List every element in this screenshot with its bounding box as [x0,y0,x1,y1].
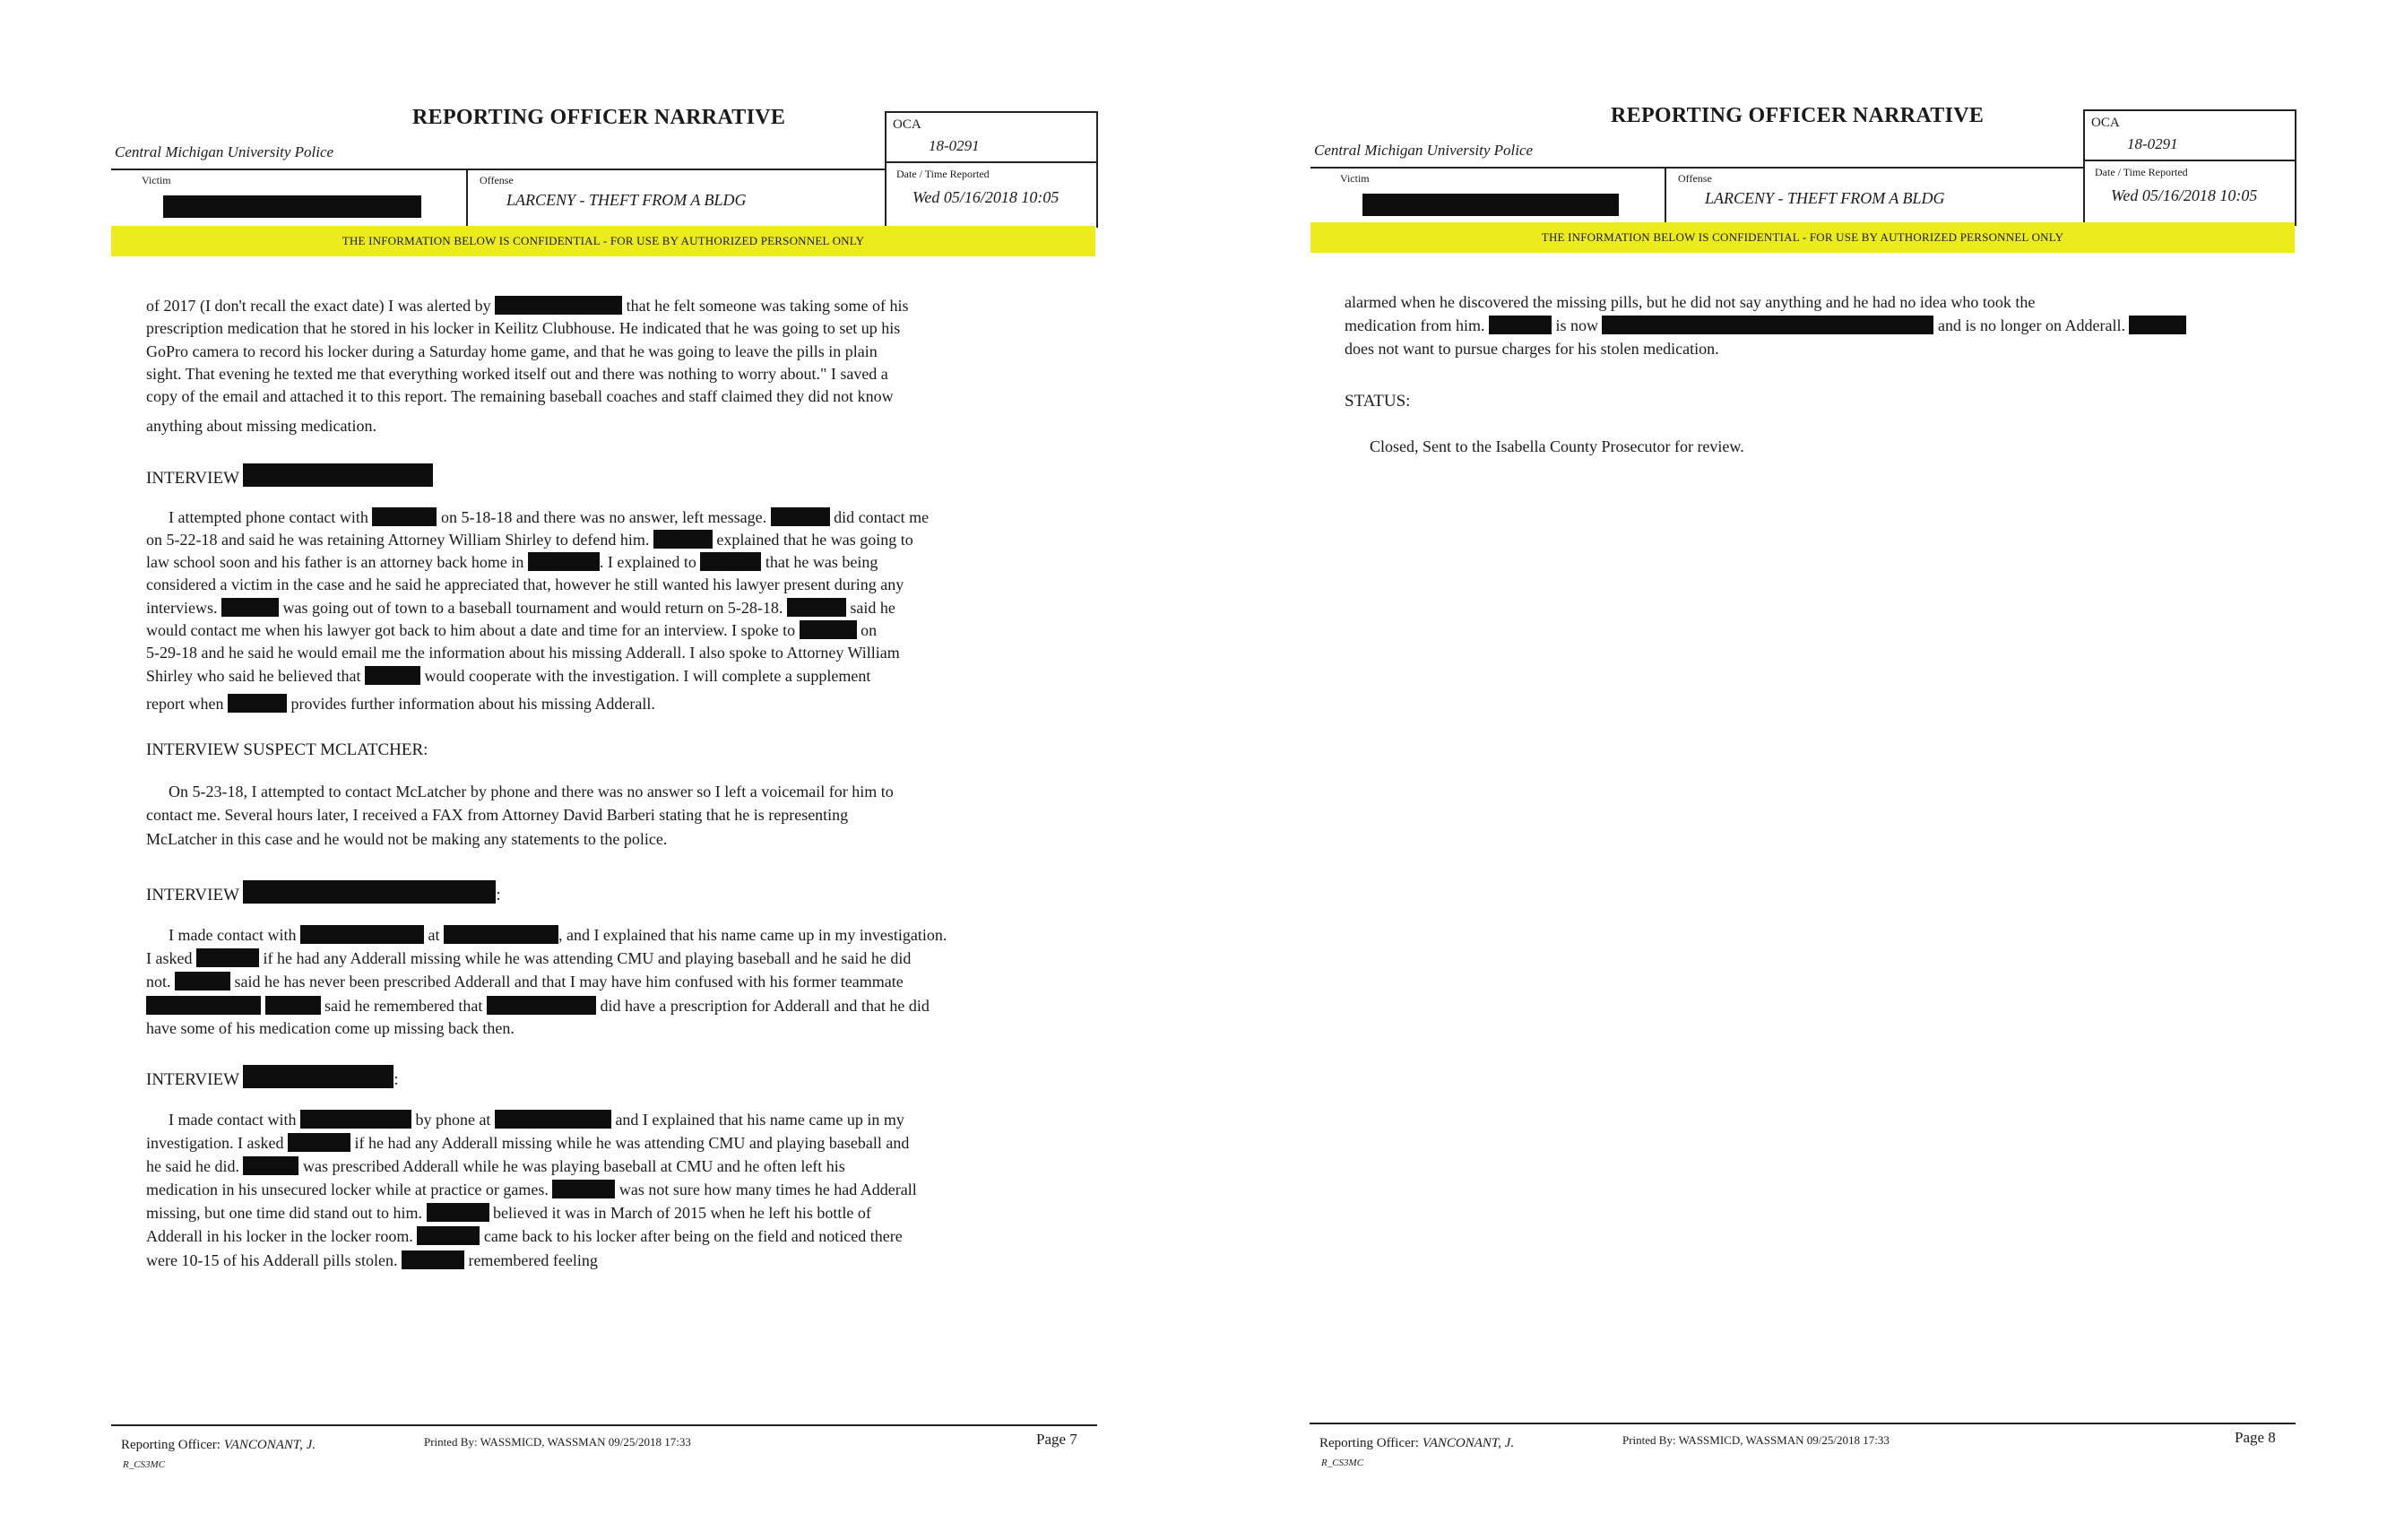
text-line: he said he did. was prescribed Adderall while he was playing baseball at CMU and he often left his [146,1157,845,1175]
oca-value: 18-0291 [929,137,980,154]
printed-by: Printed By: WASSMICD, WASSMAN 09/25/2018 17:33 [424,1435,691,1449]
text-line: on 5-22-18 and said he was retaining Attorney William Shirley to defend him. explained that he was going to [146,531,913,549]
oca-value: 18-0291 [2127,135,2178,152]
redaction [1602,316,1933,334]
date-reported-label: Date / Time Reported [2095,166,2188,178]
redaction [487,996,596,1015]
redaction [243,1065,394,1088]
reporting-officer: Reporting Officer: VANCONANT, J. [1319,1436,1515,1450]
report-page-7 [0,0,1193,1540]
redaction [528,552,600,571]
report-title: REPORTING OFFICER NARRATIVE [412,106,786,129]
redaction [1489,316,1552,334]
text-line: anything about missing medication. [146,417,376,435]
text-line: Shirley who said he believed that would cooperate with the investigation. I will complete a supplement [146,667,871,685]
redaction [771,507,830,526]
redaction [427,1203,489,1222]
redaction [243,1156,298,1175]
text-line: investigation. I asked if he had any Adderall missing while he was attending CMU and playing baseball and [146,1134,910,1152]
offense-label: Offense [1678,172,1712,185]
redaction [800,620,857,639]
redaction [417,1226,480,1245]
victim-label: Victim [142,174,171,186]
agency-name: Central Michigan University Police [1314,142,1534,159]
victim-label: Victim [1340,172,1370,185]
redaction [265,996,321,1015]
text-line: I attempted phone contact with on 5-18-18 and there was no answer, left message. did contact me [169,508,930,526]
report-code: R_CS3MC [1321,1458,1364,1468]
redaction [228,694,287,713]
redaction [300,925,424,944]
report-page-8 [1194,0,2387,1540]
text-line: copy of the email and attached it to this report. The remaining baseball coaches and staff claimed they did not know [146,387,894,405]
text-line: contact me. Several hours later, I received a FAX from Attorney David Barberi stating that he is representing [146,806,849,824]
text-line: were 10-15 of his Adderall pills stolen. remembered feeling [146,1251,598,1269]
text-line: missing, but one time did stand out to him. believed it was in March of 2015 when he left his bottle of [146,1204,871,1222]
redaction [402,1250,464,1269]
confidential-banner: THE INFORMATION BELOW IS CONFIDENTIAL - FOR USE BY AUTHORIZED PERSONNEL ONLY [111,226,1095,256]
redaction [2129,316,2186,334]
redaction [300,1110,411,1129]
agency-name: Central Michigan University Police [115,143,334,160]
redaction [146,996,261,1015]
redaction [495,296,622,315]
text-line: of 2017 (I don't recall the exact date) I was alerted by that he felt someone was taking some of his [146,297,909,315]
redaction [444,925,558,944]
text-line: I made contact with at , and I explained that his name came up in my investigation. [169,926,947,944]
text-line: law school soon and his father is an attorney back home in . I explained to that he was being [146,553,878,571]
redaction [653,530,713,549]
printed-by: Printed By: WASSMICD, WASSMAN 09/25/2018 17:33 [1622,1433,1890,1447]
text-line: I asked if he had any Adderall missing while he was attending CMU and playing baseball and he said he did [146,949,912,967]
text-line: On 5-23-18, I attempted to contact McLatcher by phone and there was no answer so I left a voicemail for him to [169,783,894,800]
offense-value: LARCENY - THEFT FROM A BLDG [1705,189,1945,207]
victim-redaction [163,195,421,218]
oca-label: OCA [893,117,921,132]
section-heading: INTERVIEW : [146,880,501,905]
text-line: does not want to pursue charges for his stolen medication. [1345,340,1719,358]
text-line: medication in his unsecured locker while at practice or games. was not sure how many times he had Adderall [146,1181,917,1198]
text-line: have some of his medication come up missing back then. [146,1019,515,1037]
status-heading: STATUS: [1345,392,1411,411]
redaction [288,1133,350,1152]
section-heading: INTERVIEW : [146,1065,399,1090]
offense-value: LARCENY - THEFT FROM A BLDG [506,191,747,209]
section-heading: INTERVIEW [146,463,433,489]
redaction [243,463,433,487]
status-text: Closed, Sent to the Isabella County Prosecutor for review. [1370,437,1744,455]
redaction [175,972,230,991]
text-line: would contact me when his lawyer got back to him about a date and time for an interview. I spoke to on [146,621,878,639]
page-number: Page 8 [2235,1429,2276,1446]
oca-label: OCA [2091,116,2120,130]
text-line: Adderall in his locker in the locker room. came back to his locker after being on the field and noticed there [146,1227,903,1245]
redaction [787,598,846,617]
redaction [552,1180,615,1198]
text-line: prescription medication that he stored in his locker in Keilitz Clubhouse. He indicated that he was going to set up his [146,319,901,337]
text-line: I made contact with by phone at and I explained that his name came up in my [169,1111,904,1129]
date-reported-value: Wed 05/16/2018 10:05 [2111,186,2258,204]
text-line: interviews. was going out of town to a baseball tournament and would return on 5-28-18. said he [146,599,895,617]
report-code: R_CS3MC [123,1459,166,1470]
victim-redaction [1362,194,1619,216]
text-line: GoPro camera to record his locker during a Saturday home game, and that he was going to leave the pills in plain [146,342,878,360]
text-line: considered a victim in the case and he said he appreciated that, however he still wanted his lawyer present during any [146,575,904,593]
redaction [495,1110,611,1129]
page-number: Page 7 [1036,1431,1077,1448]
text-line: said he remembered that did have a prescription for Adderall and that he did [146,995,930,1017]
text-line: alarmed when he discovered the missing pills, but he did not say anything and he had no idea who took the [1345,293,2036,311]
report-title: REPORTING OFFICER NARRATIVE [1611,104,1985,127]
redaction [700,552,761,571]
text-line: McLatcher in this case and he would not be making any statements to the police. [146,830,668,848]
offense-label: Offense [480,174,514,186]
redaction [221,598,279,617]
reporting-officer: Reporting Officer: VANCONANT, J. [121,1438,316,1452]
redaction [243,880,496,904]
date-reported-value: Wed 05/16/2018 10:05 [912,188,1059,206]
redaction [365,666,420,685]
text-line: report when provides further information about his missing Adderall. [146,695,655,713]
text-line: sight. That evening he texted me that everything worked itself out and there was nothing to worry about." I saved a [146,365,888,383]
confidential-banner: THE INFORMATION BELOW IS CONFIDENTIAL - FOR USE BY AUTHORIZED PERSONNEL ONLY [1310,222,2295,253]
section-heading: INTERVIEW SUSPECT MCLATCHER: [146,740,428,759]
redaction [196,948,259,967]
text-line: medication from him. is now and is no longer on Adderall. [1345,315,2186,336]
text-line: 5-29-18 and he said he would email me the information about his missing Adderall. I also spoke to Attorney William [146,644,900,662]
date-reported-label: Date / Time Reported [896,168,990,180]
text-line: not. said he has never been prescribed Adderall and that I may have him confused with his former teammate [146,973,904,991]
redaction [372,507,437,526]
